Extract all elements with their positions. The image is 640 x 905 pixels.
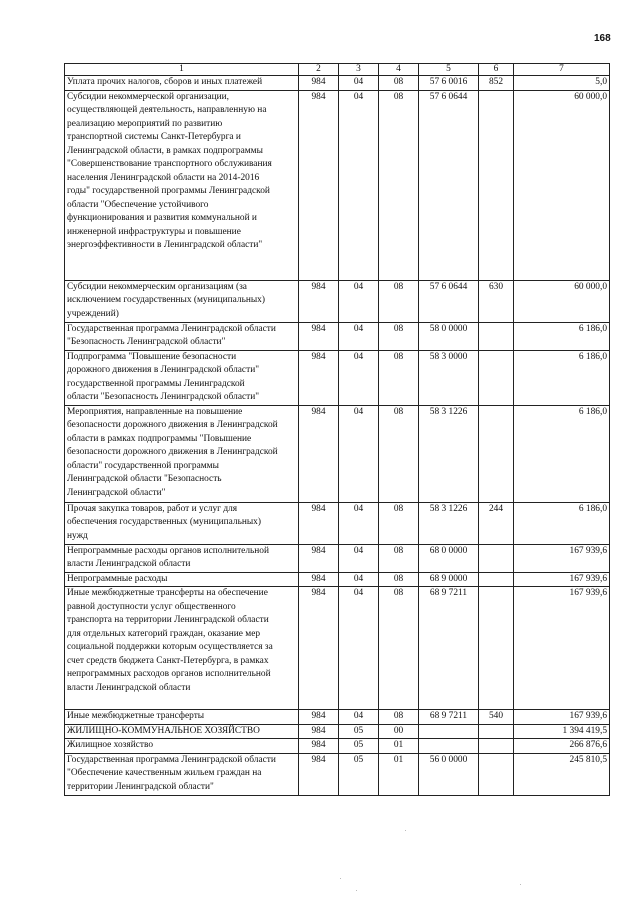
table-row	[65, 587, 610, 710]
column-number: 7	[514, 64, 610, 76]
row-name: Субсидии некоммерческой организации, осуществляющей деятельность, направленную на реализацию мероприятий по развитию транспортной системы Санкт-Петербурга и Ленинградской области, в рамках подпрограммы "Совершенствование транспортного обслуживания населения Ленинградской области на 2014-2016 годы" государственной программы Ленинградской области "Обеспечение устойчивого функционирования и развития коммунальной и инженерной инфраструктуры и повышение энергоэффективности в Ленинградской области"	[65, 90, 299, 280]
subsection-code: 08	[379, 90, 419, 280]
expense-type	[479, 90, 514, 280]
subsection-code: 08	[379, 502, 419, 544]
row-name: Прочая закупка товаров, работ и услуг для обеспечения государственных (муниципальных) нужд	[65, 502, 299, 544]
target-code: 57 6 0016	[419, 76, 479, 91]
target-code: 58 3 1226	[419, 502, 479, 544]
target-code: 56 0 0000	[419, 753, 479, 795]
subsection-code: 08	[379, 350, 419, 405]
table-row	[65, 544, 610, 572]
column-number: 3	[339, 64, 379, 76]
expense-type: 244	[479, 502, 514, 544]
row-name: Жилищное хозяйство	[65, 739, 299, 754]
subsection-code: 08	[379, 280, 419, 322]
section-code: 04	[339, 322, 379, 350]
section-code: 04	[339, 544, 379, 572]
budget-table	[64, 63, 610, 796]
scan-speck	[520, 884, 521, 885]
amount: 60 000,0	[514, 90, 610, 280]
expense-type	[479, 544, 514, 572]
expense-type	[479, 572, 514, 587]
amount: 6 186,0	[514, 502, 610, 544]
subsection-code: 01	[379, 753, 419, 795]
expense-type	[479, 739, 514, 754]
target-code: 57 6 0644	[419, 90, 479, 280]
amount: 167 939,6	[514, 572, 610, 587]
amount: 167 939,6	[514, 587, 610, 710]
table-row	[65, 724, 610, 739]
ministry-code: 984	[299, 572, 339, 587]
table-header-row	[65, 64, 610, 76]
ministry-code: 984	[299, 724, 339, 739]
table-row	[65, 350, 610, 405]
table-row	[65, 322, 610, 350]
section-code: 04	[339, 572, 379, 587]
section-code: 04	[339, 502, 379, 544]
ministry-code: 984	[299, 544, 339, 572]
amount: 5,0	[514, 76, 610, 91]
expense-type	[479, 322, 514, 350]
row-name: Государственная программа Ленинградской области "Безопасность Ленинградской области"	[65, 322, 299, 350]
table-row	[65, 76, 610, 91]
subsection-code: 08	[379, 544, 419, 572]
expense-type	[479, 405, 514, 502]
column-number: 4	[379, 64, 419, 76]
target-code: 68 9 0000	[419, 572, 479, 587]
expense-type	[479, 587, 514, 710]
row-name: Мероприятия, направленные на повышение безопасности дорожного движения в Ленинградской области в рамках подпрограммы "Повышение безопасности дорожного движения в Ленинградской области" государственной программы Ленинградской области "Безопасность Ленинградской области"	[65, 405, 299, 502]
amount: 266 876,6	[514, 739, 610, 754]
amount: 6 186,0	[514, 350, 610, 405]
section-code: 04	[339, 90, 379, 280]
ministry-code: 984	[299, 587, 339, 710]
table-row	[65, 572, 610, 587]
row-name: Непрограммные расходы органов исполнительной власти Ленинградской области	[65, 544, 299, 572]
table-row	[65, 739, 610, 754]
target-code: 58 0 0000	[419, 322, 479, 350]
ministry-code: 984	[299, 350, 339, 405]
expense-type: 540	[479, 710, 514, 725]
scan-speck	[405, 830, 406, 831]
table-row	[65, 90, 610, 280]
amount: 167 939,6	[514, 544, 610, 572]
row-name: Иные межбюджетные трансферты на обеспечение равной доступности услуг общественного транспорта на территории Ленинградской области для отдельных категорий граждан, оказание мер социальной поддержки которым осуществляется за счет средств бюджета Санкт-Петербурга, в рамках непрограммных расходов органов исполнительной власти Ленинградской области	[65, 587, 299, 710]
amount: 1 394 419,5	[514, 724, 610, 739]
section-code: 04	[339, 350, 379, 405]
row-name: Подпрограмма "Повышение безопасности дорожного движения в Ленинградской области" государственной программы Ленинградской области "Безопасность Ленинградской области"	[65, 350, 299, 405]
target-code: 57 6 0644	[419, 280, 479, 322]
table-row	[65, 280, 610, 322]
subsection-code: 08	[379, 76, 419, 91]
scan-speck	[356, 890, 357, 891]
page-number: 168	[594, 33, 611, 44]
subsection-code: 00	[379, 724, 419, 739]
expense-type	[479, 350, 514, 405]
subsection-code: 08	[379, 572, 419, 587]
section-code: 04	[339, 710, 379, 725]
ministry-code: 984	[299, 280, 339, 322]
subsection-code: 08	[379, 587, 419, 710]
subsection-code: 08	[379, 322, 419, 350]
row-name: ЖИЛИЩНО-КОММУНАЛЬНОЕ ХОЗЯЙСТВО	[65, 724, 299, 739]
scan-speck	[340, 878, 341, 879]
expense-type: 852	[479, 76, 514, 91]
section-code: 04	[339, 76, 379, 91]
expense-type: 630	[479, 280, 514, 322]
row-name: Непрограммные расходы	[65, 572, 299, 587]
ministry-code: 984	[299, 90, 339, 280]
subsection-code: 08	[379, 405, 419, 502]
column-number: 6	[479, 64, 514, 76]
column-number: 2	[299, 64, 339, 76]
subsection-code: 08	[379, 710, 419, 725]
expense-type	[479, 724, 514, 739]
target-code: 58 3 1226	[419, 405, 479, 502]
expense-type	[479, 753, 514, 795]
amount: 245 810,5	[514, 753, 610, 795]
ministry-code: 984	[299, 710, 339, 725]
section-code: 04	[339, 587, 379, 710]
amount: 167 939,6	[514, 710, 610, 725]
ministry-code: 984	[299, 739, 339, 754]
target-code: 58 3 0000	[419, 350, 479, 405]
table-row	[65, 405, 610, 502]
row-name: Иные межбюджетные трансферты	[65, 710, 299, 725]
row-name: Уплата прочих налогов, сборов и иных платежей	[65, 76, 299, 91]
table-row	[65, 710, 610, 725]
ministry-code: 984	[299, 753, 339, 795]
ministry-code: 984	[299, 76, 339, 91]
section-code: 05	[339, 739, 379, 754]
column-number: 1	[65, 64, 299, 76]
ministry-code: 984	[299, 502, 339, 544]
ministry-code: 984	[299, 322, 339, 350]
section-code: 05	[339, 753, 379, 795]
ministry-code: 984	[299, 405, 339, 502]
section-code: 04	[339, 280, 379, 322]
target-code	[419, 724, 479, 739]
section-code: 04	[339, 405, 379, 502]
table-row	[65, 502, 610, 544]
target-code: 68 9 7211	[419, 710, 479, 725]
row-name: Государственная программа Ленинградской области "Обеспечение качественным жильем граждан на территории Ленинградской области"	[65, 753, 299, 795]
amount: 60 000,0	[514, 280, 610, 322]
table-row	[65, 753, 610, 795]
target-code: 68 0 0000	[419, 544, 479, 572]
amount: 6 186,0	[514, 405, 610, 502]
target-code: 68 9 7211	[419, 587, 479, 710]
row-name: Субсидии некоммерческим организациям (за исключением государственных (муниципальных) учреждений)	[65, 280, 299, 322]
section-code: 05	[339, 724, 379, 739]
subsection-code: 01	[379, 739, 419, 754]
amount: 6 186,0	[514, 322, 610, 350]
target-code	[419, 739, 479, 754]
column-number: 5	[419, 64, 479, 76]
